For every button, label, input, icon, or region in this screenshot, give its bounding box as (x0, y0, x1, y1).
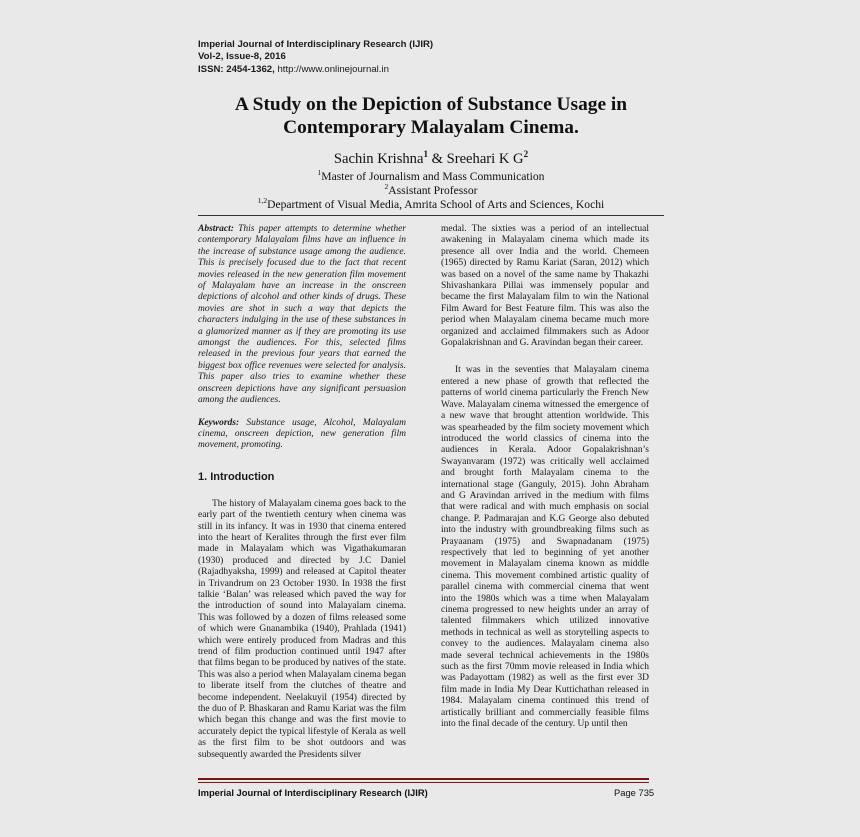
left-column (198, 224, 406, 761)
affiliation-1 (198, 170, 664, 183)
affiliation-2 (198, 184, 664, 197)
footer-divider (198, 778, 649, 780)
keywords-text: Substance usage, Alcohol, Malayalam cinema, onscreen depiction, new generation film movement, promoting. (198, 417, 406, 451)
title-line-1: A Study on the Depiction of Substance Usage in (234, 94, 628, 115)
journal-issn: ISSN: 2454-1362, (198, 63, 275, 75)
section-heading-introduction: 1. Introduction (198, 470, 275, 483)
author-2-sup: 2 (523, 149, 529, 160)
affiliation-3-sup: 1,2 (257, 196, 268, 206)
title-divider (198, 215, 664, 216)
footer-divider-thin (198, 782, 649, 783)
abstract-text: This paper attempts to determine whether contemporary Malayalam films have an influence in the increase of substance usage among the audience. This is precisely focused due to the fact that recent movies released in the new generation film movement of Malayalam have an increase in the onscreen depictions of alcohol and other kinds of drugs. These movies are shot in such a way that depicts the characters indulging in the use of these substances in a glamorized manner as if they are promoting its use amongst the audiences. For this, selected films released in the previous four years that earned the biggest box office revenues were selected for analysis. This paper also tries to examine whether these onscreen depictions have any significant persuasion among the audiences. (198, 224, 406, 406)
journal-header (198, 39, 433, 76)
journal-name: Imperial Journal of Interdisciplinary Research (IJIR) (198, 39, 434, 50)
affiliation-3-text: Department of Visual Media, Amrita School of Arts and Sciences, Kochi (267, 198, 605, 211)
body-paragraph-1: medal. The sixties was a period of an intellectual awakening in Malayalam cinema which made its presence all over India and the world. Chemeen (1965) directed by Ramu Kariat (Saran, 2012) which was based on a novel of the same name by Thakazhi Shivashankara Pillai was immensely popular and became the first Malayalam film to win the National Film Award for Best Feature film. This was also the period when Malayalam cinema became much more organized and acclaimed filmmakers such as Adoor Gopalakrishnan and G. Aravindan began their career. (441, 224, 649, 349)
spacer (441, 349, 649, 365)
intro-paragraph: The history of Malayalam cinema goes back to the early part of the twentieth century when cinema was still in its infancy. It was in 1930 that cinema entered into the heart of Keralites through the first ever film made in Malayalam which was Vigathakumaran (1930) produced and directed by J.C Daniel (Rajadhyaksha, 1999) and released at Capitol theater in Trivandrum on 23 October 1930. In 1938 the first talkie ‘Balan’ was released which paved the way for the introduction of sound into Malayalam cinema. This was followed by a dozen of films released some of which were Gnanambika (1940), Prahlada (1941) which were entirely produced from Madras and this trend of film production continued until 1947 after that films began to be produced by natives of the state. This was also a period when Malayalam cinema began to liberate itself from the clutches of theatre and become independent. Neelakuyil (1954) directed by the duo of P. Bhaskaran and Ramu Kariat was the film which began this change and was the first movie to accurately depict the typical lifestyle of Kerala as well as the first film to be shot outdoors and was subsequently awarded the Presidents silver (198, 498, 406, 760)
journal-volume: Vol-2, Issue-8, 2016 (198, 51, 286, 63)
abstract-label: Abstract: (198, 224, 234, 234)
spacer (198, 407, 406, 418)
affiliation-3 (198, 198, 664, 211)
author-line (198, 150, 664, 168)
author-1-sup: 1 (423, 149, 428, 160)
title-line-2: Contemporary Malayalam Cinema. (283, 117, 579, 138)
right-column (441, 224, 649, 730)
author-2: & Sreehari K G (427, 151, 524, 167)
affiliation-1-text: Master of Journalism and Mass Communication (321, 170, 545, 183)
affiliation-2-sup: 2 (384, 182, 389, 192)
page-number: Page 735 (614, 787, 655, 798)
abstract (198, 224, 406, 407)
body-paragraph-2: It was in the seventies that Malayalam cinema entered a new phase of growth that reflected the patterns of world cinema particularly the French New Wave. Malayalam cinema witnessed the emergence of a new wave that brought attention worldwide. This was spearheaded by the film society movement which introduced the world classics of cinema into the audiences in Kerala. Adoor Gopalakrishnan’s Swayanvaram (1972) was critically well acclaimed and brought forth Malayalam cinema to the international stage (Ganguly, 2015). John Abraham and G Aravindan arrived in the medium with films that were radical and with much emphasis on social change. P. Padmarajan and K.G George also debuted into the industry with groundbreaking films such as Prayaanam (1975) and Swapnadanam (1975) respectively that led to beginning of yet another movement in Malayalam cinema known as middle cinema. This movement combined artistic quality of parallel cinema with commercial cinema that went into the 1980s which was a time when Malayalam cinema progressed to new heights under an array of talented filmmakers which utilized innovative methods in technical as well as storytelling aspects to convey to the audiences. Malayalam cinema also made several technical achievements in the 1980s such as the first 70mm movie released in India which was Padayottam (1982) as well as the first ever 3D film made in India My Dear Kuttichathan released in 1984. Malayalam cinema continued this trend of artistically brilliant and commercially feasible films into the final decade of the century. Up until then (441, 365, 649, 730)
keywords (198, 418, 406, 452)
footer-journal: Imperial Journal of Interdisciplinary Research (IJIR) (198, 787, 428, 798)
journal-url[interactable]: http://www.onlinejournal.in (277, 63, 389, 75)
author-1: Sachin Krishna (333, 151, 424, 167)
affiliation-1-sup: 1 (317, 168, 322, 178)
affiliation-2-text: Assistant Professor (388, 184, 478, 197)
paper-title (198, 93, 664, 139)
journal-issn-line (198, 64, 433, 76)
keywords-label: Keywords: (198, 417, 240, 428)
